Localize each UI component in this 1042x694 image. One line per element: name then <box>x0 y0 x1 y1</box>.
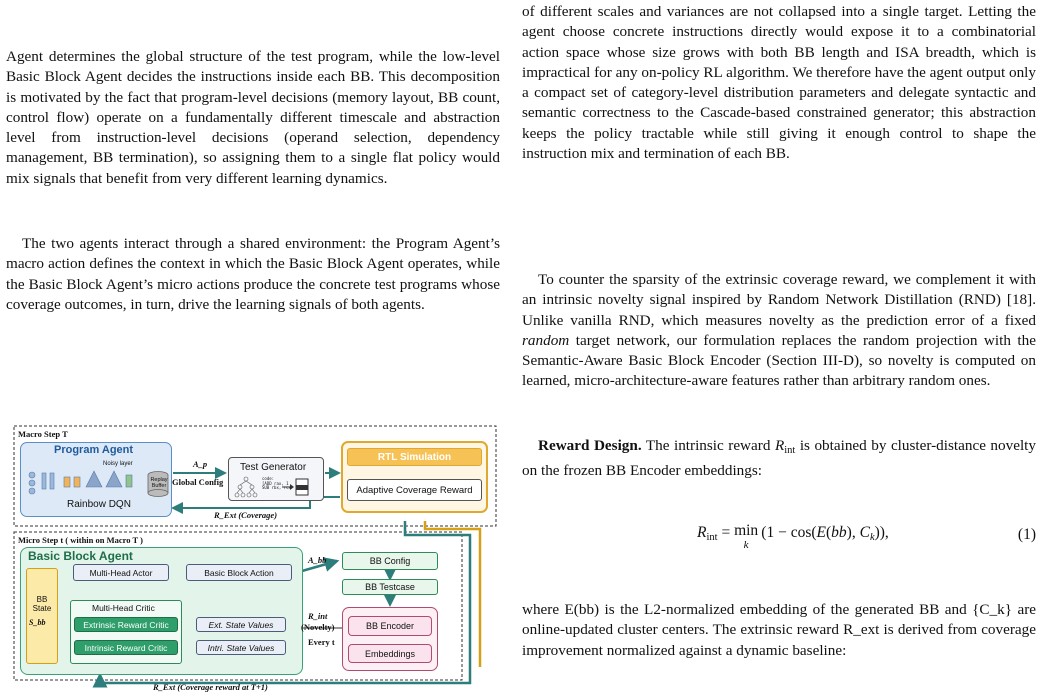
micro-step-label: Micro Step t ( within on Macro T ) <box>18 535 143 545</box>
right-paragraph-2-a: To counter the sparsity of the extrinsic coverage reward, we complement it with an intrinsic novelty signal inspired by Random Network Distillation (RND) [18]. Unlike vanilla RND, which measures novelty as the prediction error of a fixed <box>522 271 1036 329</box>
multi-head-actor: Multi-Head Actor <box>73 564 169 581</box>
intrinsic-reward-critic: Intrinsic Reward Critic <box>74 640 178 655</box>
equation-body: $R_{int} = \min$ k (1 − cos(E(bb), $C_k$)), <box>697 522 889 551</box>
cut-off-line <box>6 0 500 10</box>
right-paragraph-4: where E(bb) is the L2-normalized embedding of the generated BB and {C_k} are online-updated cluster centers. The extrinsic reward R_ext is derived from coverage improvement normalized against a dynamic baseline: <box>522 601 1036 659</box>
left-paragraph-1: Agent determines the global structure of the test program, while the low-level Basic Block Agent decides the instructions inside each BB. This decomposition is motivated by the fact that program-level decisions (memory layout, BB count, control flow) operate on a fundamentally different timescale and abstraction level from instruction-level decisions (operand selection, dependency management, BB termination), so assigning them to a single flat policy would mix signals that benefit from very different learning dynamics. <box>6 48 500 187</box>
right-paragraph-3-a: The intrinsic reward <box>641 437 775 454</box>
code-line-2: [ADD rax, 1 <box>262 480 289 486</box>
a-p-label: A_p <box>193 459 208 469</box>
s-bb-label: S_bb <box>29 618 46 627</box>
bb-testcase: BB Testcase <box>342 579 438 595</box>
rtl-simulation-title: RTL Simulation <box>347 448 482 466</box>
architecture-figure <box>10 425 498 693</box>
equation-1 <box>522 522 1036 552</box>
bb-state-label <box>31 595 53 613</box>
adaptive-coverage-reward-box: Adaptive Coverage Reward <box>347 479 482 501</box>
neural-net-icon <box>28 467 138 495</box>
bb-encoder: BB Encoder <box>348 616 432 636</box>
basic-block-action: Basic Block Action <box>186 564 292 581</box>
noisy-layer-label: Noisy layer <box>103 461 133 467</box>
macro-step-label: Macro Step T <box>18 429 68 439</box>
code-snippet <box>262 477 291 491</box>
right-paragraph-1: of different scales and variances are not collapsed into a single target. Letting the agent choose concrete instructions directly would expose it to a combinatorial action space whose size grows with both BB length and ISA breadth, which is impractical for any on-policy RL algorithm. We therefore have the agent output only a compact set of category-level distribution parameters and delegate syntactic and semantic correctness to the Cascade-based constrained generator; this abstraction keeps the policy tractable while still giving it enough control to shape the instruction mix and termination of each BB. <box>522 3 1036 163</box>
bb-state-text: BB State <box>32 595 52 613</box>
min-operator: min k <box>734 522 759 551</box>
extrinsic-reward-critic: Extrinsic Reward Critic <box>74 617 178 632</box>
a-bb-label: A_bb <box>308 555 327 565</box>
random-emphasis: random <box>522 331 570 349</box>
ext-state-values: Ext. State Values <box>196 617 286 632</box>
novelty-label: (Novelty) <box>301 622 335 632</box>
bb-config: BB Config <box>342 552 438 570</box>
global-config-label: Global Config <box>172 477 224 487</box>
intri-state-values: Intri. State Values <box>196 640 286 655</box>
code-line-3: SUB rbx, rcx <box>262 485 291 490</box>
multi-head-critic-title: Multi-Head Critic <box>92 603 155 613</box>
right-paragraph-3: Reward Design. The intrinsic reward $R_{int}$ is obtained by cluster-distance novelty on the frozen BB Encoder embeddings: <box>522 437 1036 480</box>
embeddings: Embeddings <box>348 644 432 663</box>
code-line-1: code: <box>262 476 275 481</box>
basic-block-agent-title: Basic Block Agent <box>28 549 133 563</box>
r-int-label: R_int <box>308 611 328 621</box>
right-paragraph-2 <box>522 270 1036 392</box>
left-paragraph-2: The two agents interact through a shared environment: the Program Agent’s macro action defines the context in which the Basic Block Agent operates, while the Basic Block Agent’s micro actions produce the concrete test programs whose coverage outcomes, in turn, drive the learning signals of both agents. <box>6 235 500 313</box>
bb-state-box <box>26 568 58 664</box>
rainbow-dqn-label: Rainbow DQN <box>67 499 131 510</box>
test-generator-title: Test Generator <box>240 462 307 473</box>
right-paragraph-3-b: is obtained by cluster-distance novelty on the frozen BB Encoder embeddings: <box>522 437 1036 480</box>
reward-design-heading: Reward Design. <box>538 437 642 454</box>
every-t-label: Every t <box>308 637 335 647</box>
program-agent-title: Program Agent <box>54 444 134 456</box>
right-paragraph-2-b: target network, our formulation replaces the random projection with the Semantic-Aware Basic Block Encoder (Section III-D), so novelty is computed on learned, micro-architecture-aware features rather than arbitrary random ones. <box>522 331 1036 390</box>
r-ext-next-label: R_Ext (Coverage reward at T+1) <box>153 682 268 692</box>
replay-buffer-label: Replay Buffer <box>150 477 168 489</box>
r-ext-coverage-label: R_Ext (Coverage) <box>214 510 278 520</box>
equation-number: (1) <box>1017 526 1036 543</box>
